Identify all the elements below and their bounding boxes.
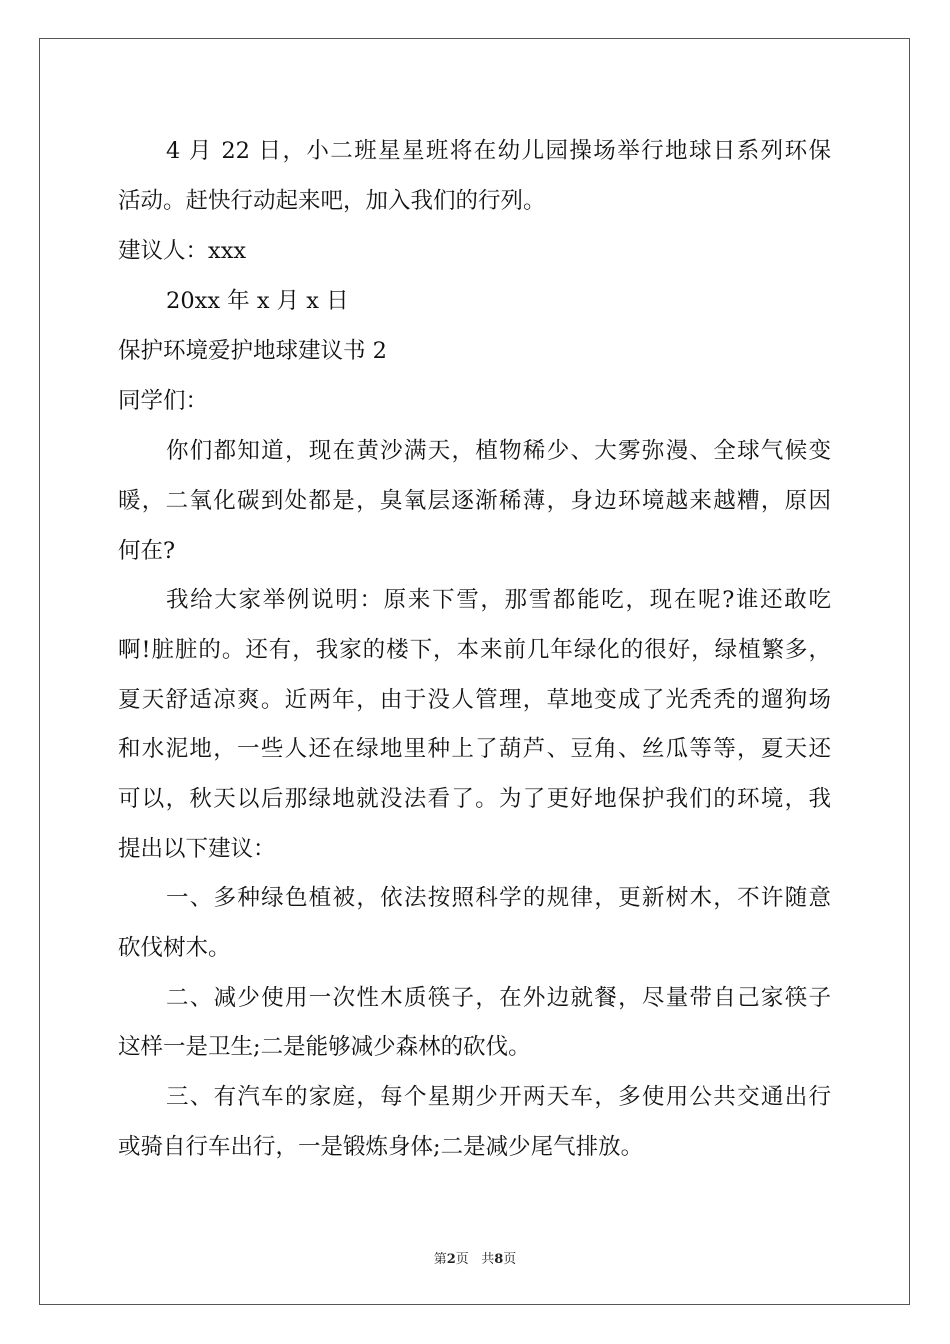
paragraph-line: 何在? [118, 538, 176, 564]
paragraph-line: 你们都知道，现在黄沙满天，植物稀少、大雾弥漫、全球气候变 [166, 438, 831, 464]
document-title: 保护环境爱护地球建议书 2 [118, 338, 387, 364]
page-suffix: 页 [455, 1252, 469, 1267]
list-item-line: 二、减少使用一次性木质筷子，在外边就餐，尽量带自己家筷子 [166, 985, 831, 1011]
total-pages: 8 [494, 1252, 504, 1267]
list-item-line: 一、多种绿色植被，依法按照科学的规律，更新树木，不许随意 [166, 885, 831, 911]
paragraph-line: 活动。赶快行动起来吧，加入我们的行列。 [118, 188, 546, 214]
date-line: 20xx 年 x 月 x 日 [166, 288, 349, 314]
list-item-line: 这样一是卫生;二是能够减少森林的砍伐。 [118, 1034, 531, 1060]
paragraph-line: 提出以下建议： [118, 836, 276, 862]
list-item-line: 砍伐树木。 [118, 935, 231, 961]
paragraph-line: 啊!脏脏的。还有，我家的楼下，本来前几年绿化的很好，绿植繁多， [118, 637, 831, 663]
paragraph-line: 夏天舒适凉爽。近两年，由于没人管理，草地变成了光秃秃的遛狗场 [118, 687, 831, 713]
total-suffix: 页 [503, 1252, 517, 1267]
page-footer [0, 1248, 950, 1267]
paragraph-line: 4 月 22 日，小二班星星班将在幼儿园操场举行地球日系列环保 [166, 138, 831, 164]
salutation: 同学们： [118, 388, 209, 414]
signer-line: 建议人：xxx [118, 238, 247, 264]
list-item-line: 三、有汽车的家庭，每个星期少开两天车，多使用公共交通出行 [166, 1084, 831, 1110]
page-border [39, 38, 910, 1305]
list-item-line: 或骑自行车出行，一是锻炼身体;二是减少尾气排放。 [118, 1134, 644, 1160]
paragraph-line: 可以，秋天以后那绿地就没法看了。为了更好地保护我们的环境，我 [118, 786, 831, 812]
page-number: 2 [446, 1252, 456, 1267]
page-prefix: 第 [433, 1252, 447, 1267]
paragraph-line: 和水泥地，一些人还在绿地里种上了葫芦、豆角、丝瓜等等，夏天还 [118, 736, 831, 762]
paragraph-line: 暖，二氧化碳到处都是，臭氧层逐渐稀薄，身边环境越来越糟，原因 [118, 488, 831, 514]
total-prefix: 共 [481, 1252, 495, 1267]
paragraph-line: 我给大家举例说明：原来下雪，那雪都能吃，现在呢?谁还敢吃 [166, 587, 831, 613]
